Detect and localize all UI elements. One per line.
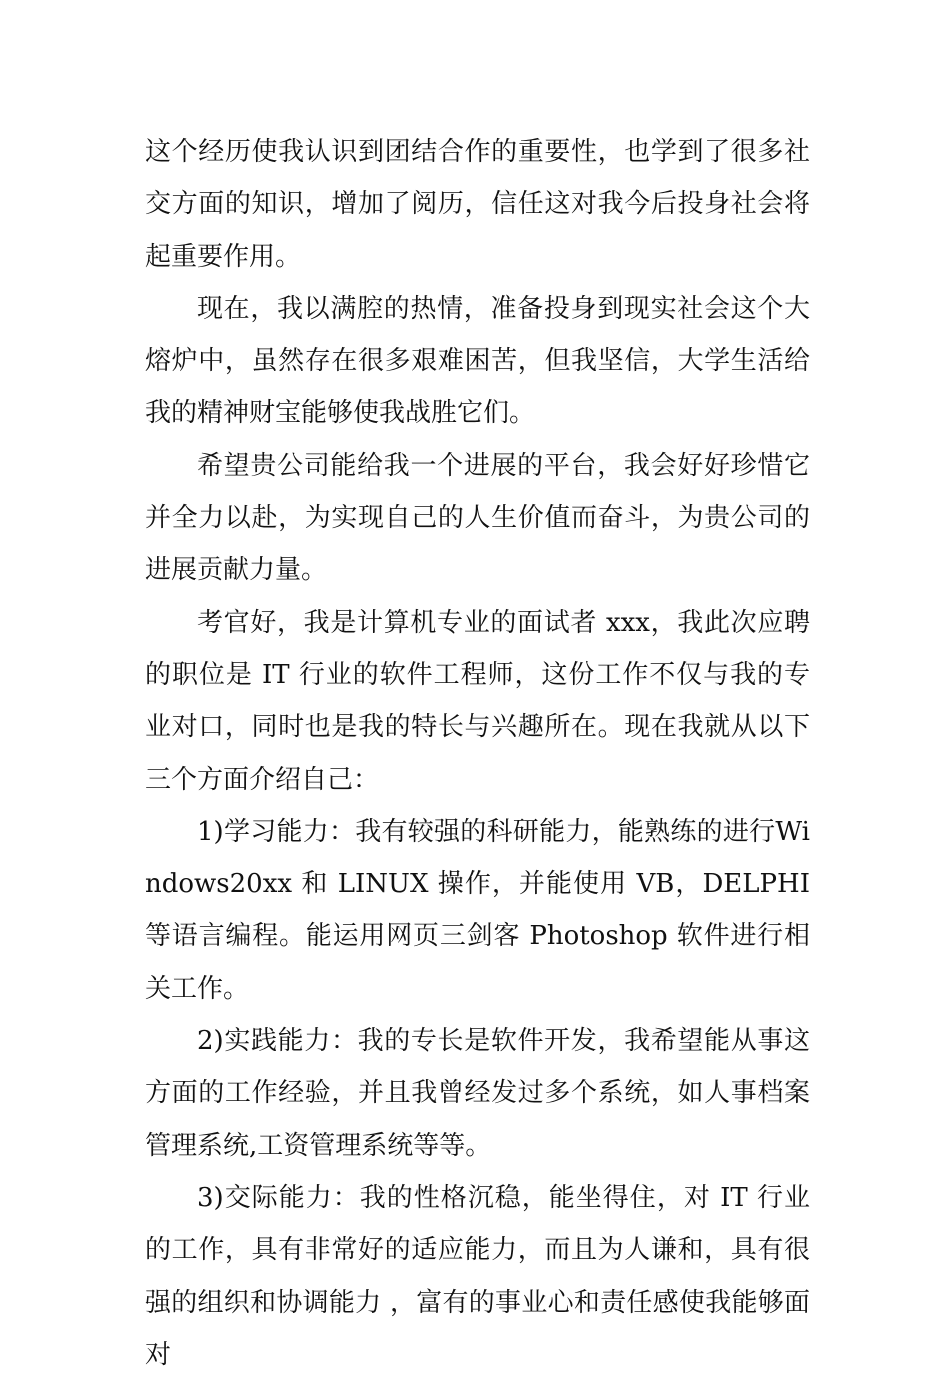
paragraph-2: 现在，我以满腔的热情，准备投身到现实社会这个大熔炉中，虽然存在很多艰难困苦，但我坚信，大学生活给我的精神财宝能够使我战胜它们。 [145, 293, 810, 429]
paragraph-3: 希望贵公司能给我一个进展的平台，我会好好珍惜它并全力以赴，为实现自己的人生价值而奋斗，为贵公司的进展贡献力量。 [145, 450, 810, 586]
paragraph-5: 1)学习能力：我有较强的科研能力，能熟练的进行Windows20xx 和 LINUX 操作，并能使用 VB，DELPHI 等语言编程。能运用网页三剑客 Photoshop 软件进行相关工作。 [145, 816, 810, 1004]
paragraph-6: 2)实践能力：我的专长是软件开发，我希望能从事这方面的工作经验，并且我曾经发过多个系统，如人事档案管理系统,工资管理系统等等。 [145, 1026, 810, 1161]
paragraph-7: 3)交际能力：我的性格沉稳，能坐得住，对 IT 行业的工作，具有非常好的适应能力，而且为人谦和，具有很强的组织和协调能力 ，富有的事业心和责任感使我能够面对 [145, 1182, 810, 1370]
paragraph-4: 考官好，我是计算机专业的面试者 xxx，我此次应聘的职位是 IT 行业的软件工程师，这份工作不仅与我的专业对口，同时也是我的特长与兴趣所在。现在我就从以下三个方面介绍自己： [145, 607, 810, 795]
paragraph-1: 这个经历使我认识到团结合作的重要性，也学到了很多社交方面的知识，增加了阅历，信任这对我今后投身社会将起重要作用。 [145, 137, 810, 272]
document-body [145, 126, 810, 1381]
